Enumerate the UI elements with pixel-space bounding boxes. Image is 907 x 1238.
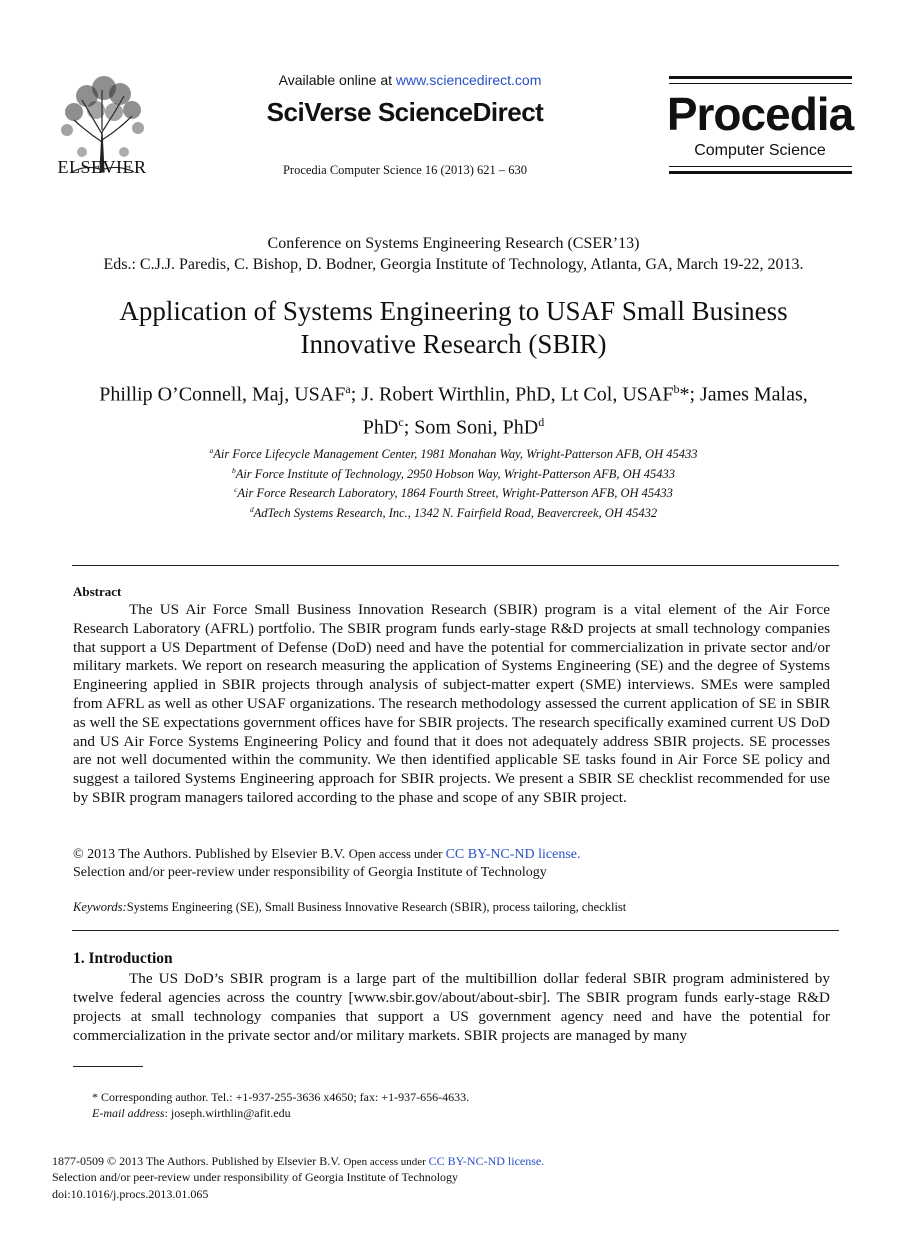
sciverse-sciencedirect-logo: SciVerse ScienceDirect [266,97,544,127]
section-divider [72,565,839,566]
procedia-subtitle: Computer Science [694,142,826,159]
keywords-line [73,900,626,915]
license-link[interactable]: CC BY-NC-ND license. [445,847,581,862]
paper-title [60,295,847,361]
author-name: ; J. Robert Wirthlin, PhD, Lt Col, USAF [350,383,674,406]
affiliation-mark: b [673,382,680,396]
corresponding-author-note: * Corresponding author. Tel.: +1-937-255-3636 x4650; fax: +1-937-656-4633. [92,1090,470,1104]
title-line: Application of Systems Engineering to USAF Small Business [119,296,788,326]
license-link[interactable]: CC BY-NC-ND license. [428,1154,545,1168]
affiliation-line: $^b$Air Force Institute of Technology, 2950 Hobson Way, Wright-Patterson AFB, OH 45433 [231,465,676,481]
peer-review-line: Selection and/or peer-review under responsibility of Georgia Institute of Technology [52,1170,459,1184]
procedia-rule [669,171,852,174]
abstract-heading: Abstract [73,584,122,599]
author-name: Phillip O’Connell, Maj, USAF [99,383,346,406]
author-name: ; Som Soni, PhD [403,416,539,439]
introduction-heading: 1. Introduction [73,950,173,967]
abstract-body: The US Air Force Small Business Innovation Research (SBIR) program is a vital element of the Air Force Research Laboratory (AFRL) portfolio. The SBIR program funds early-stage R&D projects at small technology companies that support a US Department of Defense (DoD) need and have the potential for commercialization in private sector and/or military markets. We report on research measuring the application of Systems Engineering (SE) and the degree of Systems Engineering applied in SBIR projects through analysis of subject-matter expert (SME) interviews. SMEs were sampled from AFRL as well as other USAF organizations. The research methodology assessed the current application of SE in SBIR as well the SE expectations government offices have for SBIR projects. The research specifically examined current US DoD and US Air Force Systems Engineering Policy and found that it does not adequately address SBIR projects. SE processes are not well documented within the community. We then identified applicable SE tasks found in Air Force SE policy and suggest a tailored Systems Engineering approach for SBIR projects. We present a SBIR SE checklist recommended for use by SBIR program managers tailored according to the phase and scope of any SBIR project. [73,601,830,806]
procedia-logo: Procedia [666,88,854,140]
available-prefix: Available online at [278,72,396,88]
footnote-rule [73,1066,143,1067]
author-name: PhD [362,416,399,439]
elsevier-wordmark: ELSEVIER [57,157,147,177]
email-note [92,1106,291,1121]
issn-copyright-line: 1877-0509 © 2013 The Authors. Published by Elsevier B.V. Open access under CC BY-NC-ND license. [52,1154,545,1168]
affiliation-line: $^d$AdTech Systems Research, Inc., 1342 N. Fairfield Road, Beavercreek, OH 45432 [249,504,658,521]
introduction-body: The US DoD’s SBIR program is a large part of the multibillion dollar federal SBIR program administered by twelve federal agencies across the country [www.sbir.gov/about/about-sbir]. The SBIR program funds early-stage R&D projects at small technology companies that support a US government agency need and have the potential for commercialization in the private sector and/or military markets. SBIR projects are managed by many [73,970,830,1044]
available-online-line [255,72,565,88]
journal-citation: Procedia Computer Science 16 (2013) 621 – 630 [282,163,528,177]
keywords-label: Keywords: [73,900,127,914]
affiliation-line: $^a$Air Force Lifecycle Management Center, 1981 Monahan Way, Wright-Patterson AFB, OH 45433 [209,446,698,462]
procedia-rule [669,76,852,79]
affiliation-mark: d [538,414,545,429]
open-access-label: Open access under [343,1156,429,1168]
doi-line[interactable]: doi:10.1016/j.procs.2013.01.065 [52,1187,209,1201]
procedia-rule [669,83,852,84]
author-list [60,376,847,441]
section-divider [72,930,839,931]
copyright-line: © 2013 The Authors. Published by Elsevier B.V. Open access under CC BY-NC-ND license. [73,847,581,862]
affiliation-mark: a [345,382,351,396]
affiliation-line: $^c$Air Force Research Laboratory, 1864 Fourth Street, Wright-Patterson AFB, OH 45433 [234,485,673,501]
email-label: E-mail address [92,1106,165,1120]
affiliations [60,443,847,522]
conference-name: Conference on Systems Engineering Research (CSER’13) [267,235,640,252]
email-address[interactable]: : joseph.wirthlin@afit.edu [164,1106,291,1120]
peer-review-line: Selection and/or peer-review under responsibility of Georgia Institute of Technology [73,865,547,880]
procedia-rule [669,166,852,167]
author-name: *; James Malas, [679,383,808,406]
keywords-list: Systems Engineering (SE), Small Business Innovative Research (SBIR), process tailoring, checklist [126,900,627,914]
conference-editors: Eds.: C.J.J. Paredis, C. Bishop, D. Bodner, Georgia Institute of Technology, Atlanta, GA, March 19-22, 2013. [103,256,804,273]
title-line: Innovative Research (SBIR) [300,329,607,359]
open-access-label: Open access under [348,847,446,861]
affiliation-mark: c [398,414,404,429]
sciencedirect-link[interactable]: www.sciencedirect.com [395,72,542,88]
